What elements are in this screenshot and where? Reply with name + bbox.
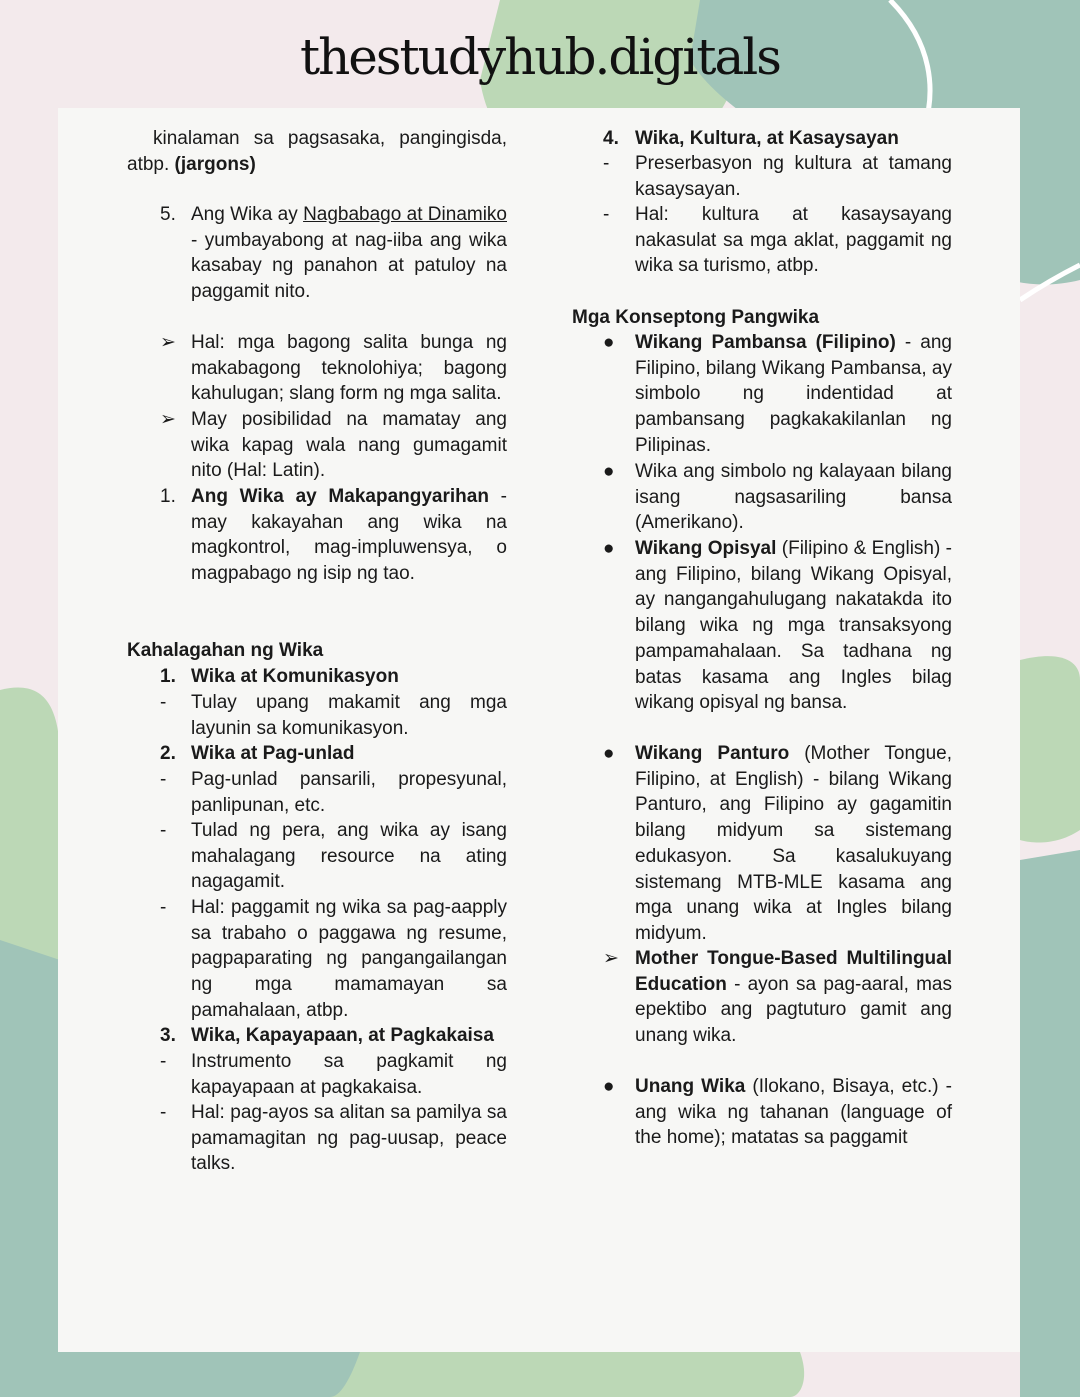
dash-item [127, 1049, 507, 1100]
text: - ang Filipino, bilang Wikang Pambansa, ay simbolo ng indentidad at pambansang pagkakakilanlan ng Pilipinas. [635, 332, 952, 456]
list-marker: 5. [160, 204, 176, 225]
heading-text: Kahalagahan ng Wika [127, 640, 324, 661]
bullet-item [572, 1074, 952, 1151]
text: Pag-unlad pansarili, propesyunal, panlipunan, etc. [191, 769, 507, 816]
bold-text: Wikang Opisyal [635, 538, 777, 559]
dash-item [572, 202, 952, 279]
dash-item [127, 818, 507, 895]
arrow-icon: ➢ [160, 332, 176, 353]
text: (Ilokano, Bisaya, etc.) - ang wika ng tahanan (language of the home); matatas sa paggamit [635, 1076, 952, 1149]
bullet-icon: ● [603, 1076, 615, 1097]
bullet-icon: ● [603, 461, 615, 482]
bullet-item [572, 330, 952, 459]
bullet-item [572, 741, 952, 947]
heading-text: Mga Konseptong Pangwika [572, 307, 820, 328]
item-title: Wika at Komunikasyon [191, 666, 399, 687]
intro-paragraph [127, 126, 507, 177]
arrow-item [127, 407, 507, 484]
dash-marker: - [160, 769, 167, 790]
text: Hal: kultura at kasaysayang nakasulat sa mga aklat, paggamit ng wika sa turismo, atbp. [635, 204, 952, 277]
list-marker: 1. [160, 486, 176, 507]
dash-item [127, 1100, 507, 1177]
bullet-item [572, 459, 952, 536]
text: (Mother Tongue, Filipino, at English) - bilang Wikang Panturo, ang Filipino ay gagamitin bilang midyum sa sistemang edukasyon. Sa kasalukuyang sistemang MTB-MLE kasama ang mga unang wika at Ingles bilang midyum. [635, 743, 952, 944]
list-marker: 4. [603, 128, 619, 149]
list-marker: 3. [160, 1025, 176, 1046]
brand-logo: thestudyhub.digitals [300, 28, 780, 86]
bullet-icon: ● [603, 743, 615, 764]
list-marker: 1. [160, 666, 176, 687]
section-heading [127, 638, 507, 664]
bullet-icon: ● [603, 332, 615, 353]
list-item-5 [127, 202, 507, 305]
text: - yumbayabong at nag-iiba ang wika kasabay ng panahon at patuloy na paggamit nito. [191, 229, 507, 303]
text: Ang Wika ay [191, 204, 304, 225]
arrow-icon: ➢ [160, 409, 176, 430]
list-item-1 [127, 484, 507, 587]
text: Preserbasyon ng kultura at tamang kasaysayan. [635, 153, 952, 200]
text: Hal: paggamit ng wika sa pag-aapply sa trabaho o paggawa ng resume, pagpaparating ng pangangailangan ng mga mamamayan sa pamahalaan, atbp. [191, 897, 507, 1021]
numbered-item [572, 126, 952, 152]
item-title: Wika at Pag-unlad [191, 743, 355, 764]
list-marker: 2. [160, 743, 176, 764]
bullet-item [572, 536, 952, 716]
text: Hal: pag-ayos sa alitan sa pamilya sa pamamagitan ng pag-uusap, peace talks. [191, 1102, 507, 1175]
dash-item [572, 151, 952, 202]
section-heading [572, 305, 952, 331]
item-title: Wika, Kultura, at Kasaysayan [635, 128, 899, 149]
numbered-item [127, 1023, 507, 1049]
dash-marker: - [160, 897, 167, 918]
text: - ayon sa pag-aaral, mas epektibo ang pagtuturo gamit ang unang wika. [635, 973, 952, 1047]
dash-marker: - [603, 153, 610, 174]
bold-text: Unang Wika [635, 1076, 746, 1097]
item-title: Wika, Kapayapaan, at Pagkakaisa [191, 1025, 494, 1046]
text: Wika ang simbolo ng kalayaan bilang isang nagsasariling bansa (Amerikano). [635, 461, 952, 534]
text: kinalaman sa pagsasaka, pangingisda, atbp. [127, 128, 507, 175]
bullet-icon: ● [603, 538, 615, 559]
dash-item [127, 690, 507, 741]
bold-text: Ang Wika ay Makapangyarihan [191, 486, 489, 507]
arrow-item [572, 946, 952, 1049]
text: Instrumento sa pagkamit ng kapayapaan at pagkakaisa. [191, 1051, 507, 1098]
bold-text: (jargons) [174, 153, 256, 175]
bold-text: Wikang Pambansa (Filipino) [635, 332, 896, 353]
bold-text: Wikang Panturo [635, 743, 790, 764]
text: (Filipino & English) - ang Filipino, bilang Wikang Opisyal, ay nangangahulugang nakatakda ito bilang wika ng mga transaksyong pampamahalaan. Sa tadhana ng batas kasama ang Ingles bilag wikang opisyal ng bansa. [635, 538, 953, 714]
dash-marker: - [160, 820, 167, 841]
arrow-icon: ➢ [603, 948, 619, 969]
text: Tulay upang makamit ang mga layunin sa komunikasyon. [191, 692, 507, 739]
dash-item [127, 767, 507, 818]
dash-marker: - [603, 204, 610, 225]
numbered-item [127, 664, 507, 690]
dash-marker: - [160, 692, 167, 713]
dash-item [127, 895, 507, 1024]
text: - may kakayahan ang wika na magkontrol, mag-impluwensya, o magpabago ng isip ng tao. [191, 486, 507, 585]
numbered-item [127, 741, 507, 767]
dash-marker: - [160, 1051, 167, 1072]
text: Hal: mga bagong salita bunga ng makabagong teknolohiya; bagong kahulugan; slang form ng mga salita. [191, 332, 507, 405]
text: May posibilidad na mamatay ang wika kapag wala nang gumagamit nito (Hal: Latin). [191, 409, 507, 482]
arrow-item [127, 330, 507, 407]
text: Tulad ng pera, ang wika ay isang mahalagang resource na ating nagagamit. [191, 820, 507, 893]
bold-text: Mother Tongue-Based Multilingual Education [635, 948, 952, 995]
underlined-text: Nagbabago at Dinamiko [303, 204, 507, 225]
dash-marker: - [160, 1102, 167, 1123]
